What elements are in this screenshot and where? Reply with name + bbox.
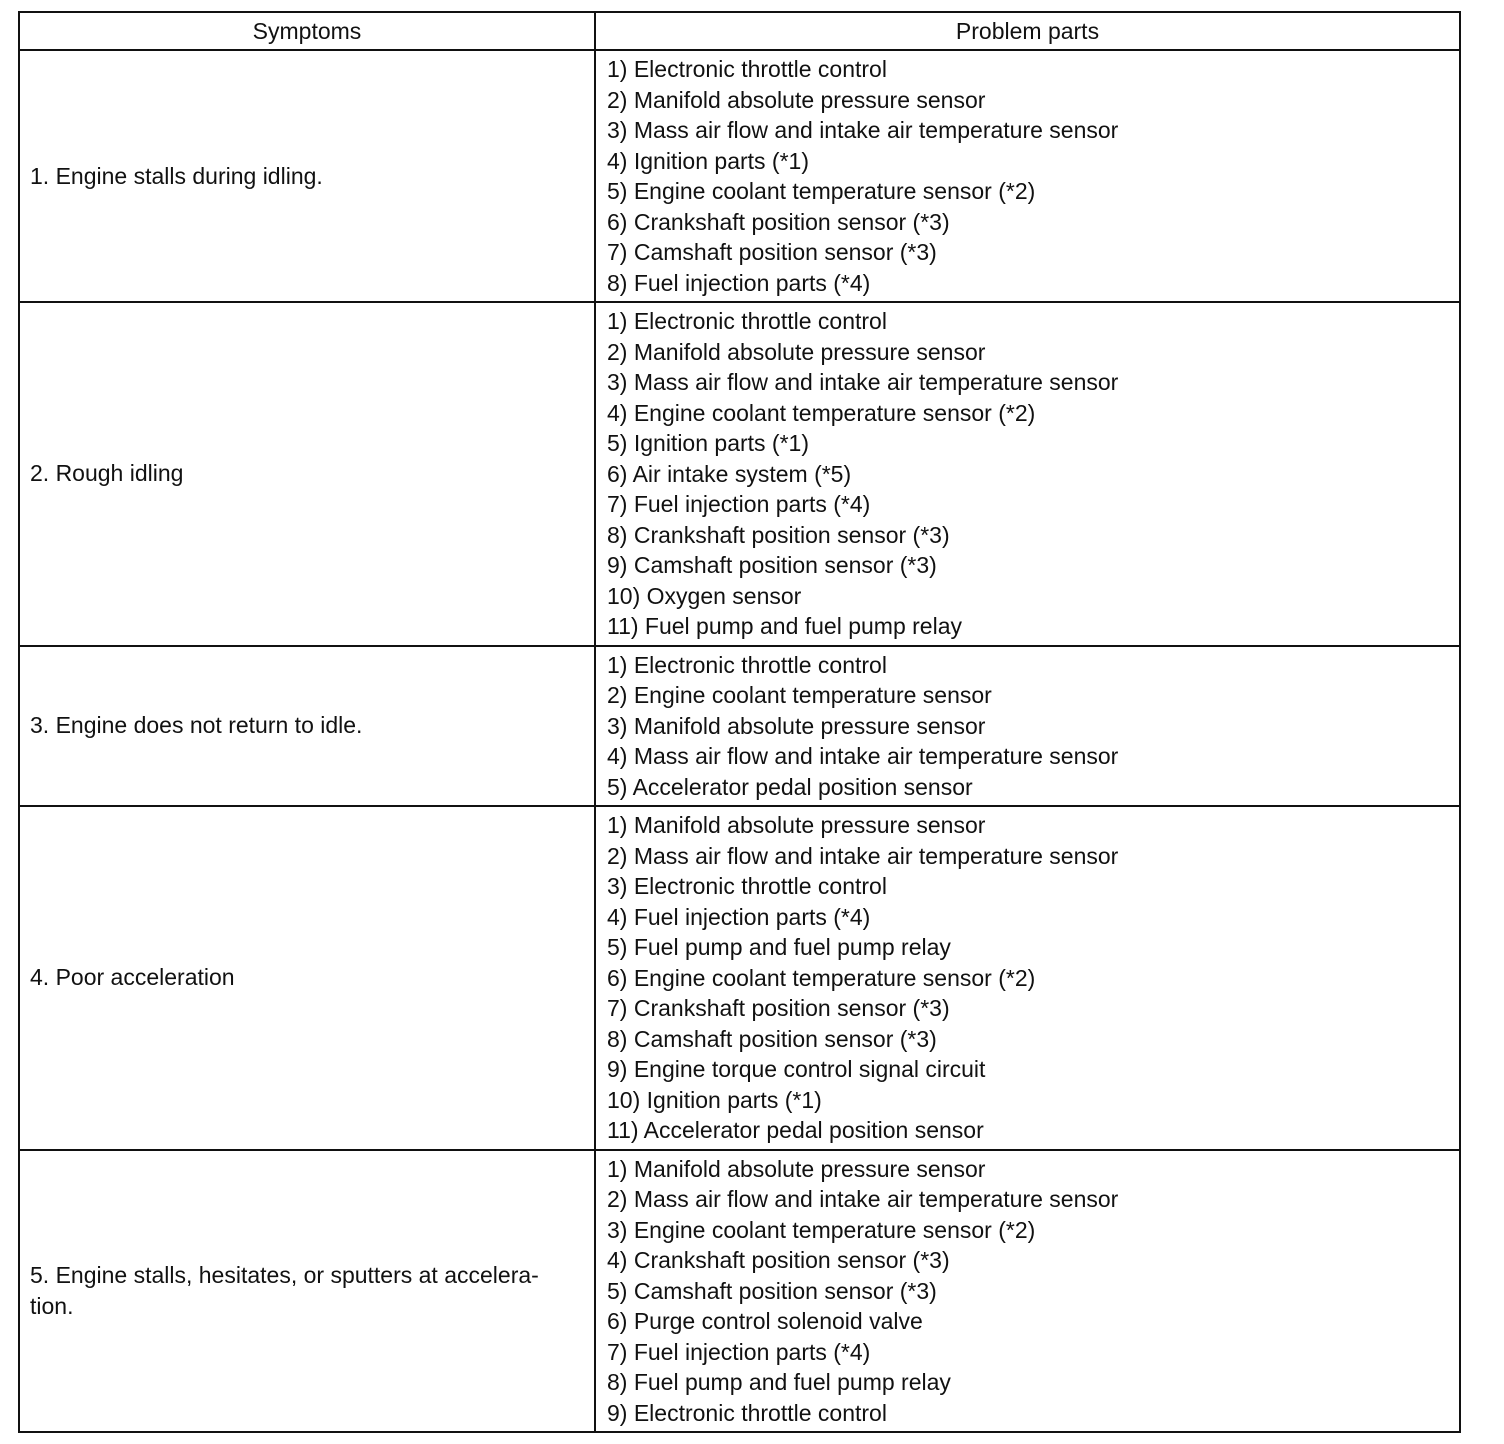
part-item: 6) Purge control solenoid valve	[607, 1308, 923, 1334]
part-item: 1) Manifold absolute pressure sensor	[607, 812, 986, 838]
parts-list	[607, 810, 1449, 1146]
part-item: 10) Ignition parts (*1)	[607, 1086, 822, 1113]
symptom-cell: 1. Engine stalls during idling.	[19, 50, 595, 302]
part-item: 7) Fuel injection parts (*4)	[607, 1338, 871, 1365]
table-row	[19, 50, 1460, 302]
problem-parts-cell	[595, 806, 1460, 1150]
symptom-table	[18, 11, 1461, 1433]
part-item: 4) Crankshaft position sensor (*3)	[607, 1247, 950, 1273]
part-item: 6) Engine coolant temperature sensor (*2)	[607, 964, 1036, 991]
part-item: 3) Engine coolant temperature sensor (*2)	[607, 1216, 1036, 1243]
part-item: 11) Fuel pump and fuel pump relay	[607, 613, 962, 639]
symptom-line: tion.	[30, 1292, 74, 1319]
part-item: 2) Manifold absolute pressure sensor	[607, 86, 986, 113]
part-item: 7) Camshaft position sensor (*3)	[607, 239, 937, 265]
header-row	[19, 12, 1460, 50]
part-item: 7) Fuel injection parts (*4)	[607, 491, 871, 517]
part-item: 5) Ignition parts (*1)	[607, 430, 809, 456]
part-item: 1) Electronic throttle control	[607, 308, 887, 334]
part-item: 11) Accelerator pedal position sensor	[607, 1117, 984, 1143]
table-row	[19, 646, 1460, 807]
parts-list	[607, 650, 1449, 803]
part-item: 3) Electronic throttle control	[607, 873, 887, 899]
problem-parts-header: Problem parts	[595, 12, 1460, 50]
part-item: 5) Fuel pump and fuel pump relay	[607, 934, 951, 960]
part-item: 4) Fuel injection parts (*4)	[607, 903, 871, 930]
part-item: 4) Ignition parts (*1)	[607, 147, 809, 174]
part-item: 6) Crankshaft position sensor (*3)	[607, 208, 950, 235]
part-item: 2) Manifold absolute pressure sensor	[607, 338, 986, 365]
part-item: 5) Engine coolant temperature sensor (*2)	[607, 178, 1036, 204]
table-row	[19, 1150, 1460, 1433]
part-item: 5) Camshaft position sensor (*3)	[607, 1277, 937, 1304]
part-item: 1) Electronic throttle control	[607, 56, 887, 82]
part-item: 3) Mass air flow and intake air temperature sensor	[607, 117, 1119, 143]
part-item: 3) Mass air flow and intake air temperature sensor	[607, 369, 1119, 395]
part-item: 8) Camshaft position sensor (*3)	[607, 1025, 937, 1052]
part-item: 10) Oxygen sensor	[607, 582, 802, 609]
part-item: 2) Mass air flow and intake air temperature sensor	[607, 1186, 1119, 1212]
part-item: 1) Electronic throttle control	[607, 651, 887, 678]
part-item: 7) Crankshaft position sensor (*3)	[607, 995, 950, 1021]
table-row	[19, 806, 1460, 1150]
part-item: 2) Engine coolant temperature sensor	[607, 682, 992, 708]
part-item: 4) Mass air flow and intake air temperature sensor	[607, 743, 1119, 769]
part-item: 9) Camshaft position sensor (*3)	[607, 552, 937, 578]
problem-parts-cell	[595, 1150, 1460, 1433]
part-item: 2) Mass air flow and intake air temperature sensor	[607, 842, 1119, 869]
part-item: 6) Air intake system (*5)	[607, 460, 852, 487]
symptom-cell: 2. Rough idling	[19, 302, 595, 646]
symptom-cell: 4. Poor acceleration	[19, 806, 595, 1150]
symptom-cell	[19, 1150, 595, 1433]
part-item: 9) Engine torque control signal circuit	[607, 1056, 986, 1082]
problem-parts-cell	[595, 50, 1460, 302]
parts-list	[607, 306, 1449, 642]
table-row	[19, 302, 1460, 646]
problem-parts-cell	[595, 302, 1460, 646]
parts-list	[607, 54, 1449, 298]
part-item: 8) Fuel pump and fuel pump relay	[607, 1369, 951, 1395]
part-item: 8) Fuel injection parts (*4)	[607, 269, 871, 296]
part-item: 3) Manifold absolute pressure sensor	[607, 712, 986, 739]
part-item: 8) Crankshaft position sensor (*3)	[607, 521, 950, 548]
symptom-line: 5. Engine stalls, hesitates, or sputters at accelera-	[30, 1261, 539, 1288]
symptom-cell: 3. Engine does not return to idle.	[19, 646, 595, 807]
problem-parts-cell	[595, 646, 1460, 807]
part-item: 1) Manifold absolute pressure sensor	[607, 1155, 986, 1182]
part-item: 5) Accelerator pedal position sensor	[607, 773, 973, 800]
parts-list	[607, 1154, 1449, 1429]
part-item: 9) Electronic throttle control	[607, 1399, 887, 1426]
part-item: 4) Engine coolant temperature sensor (*2)	[607, 399, 1036, 426]
symptoms-header: Symptoms	[19, 12, 595, 50]
